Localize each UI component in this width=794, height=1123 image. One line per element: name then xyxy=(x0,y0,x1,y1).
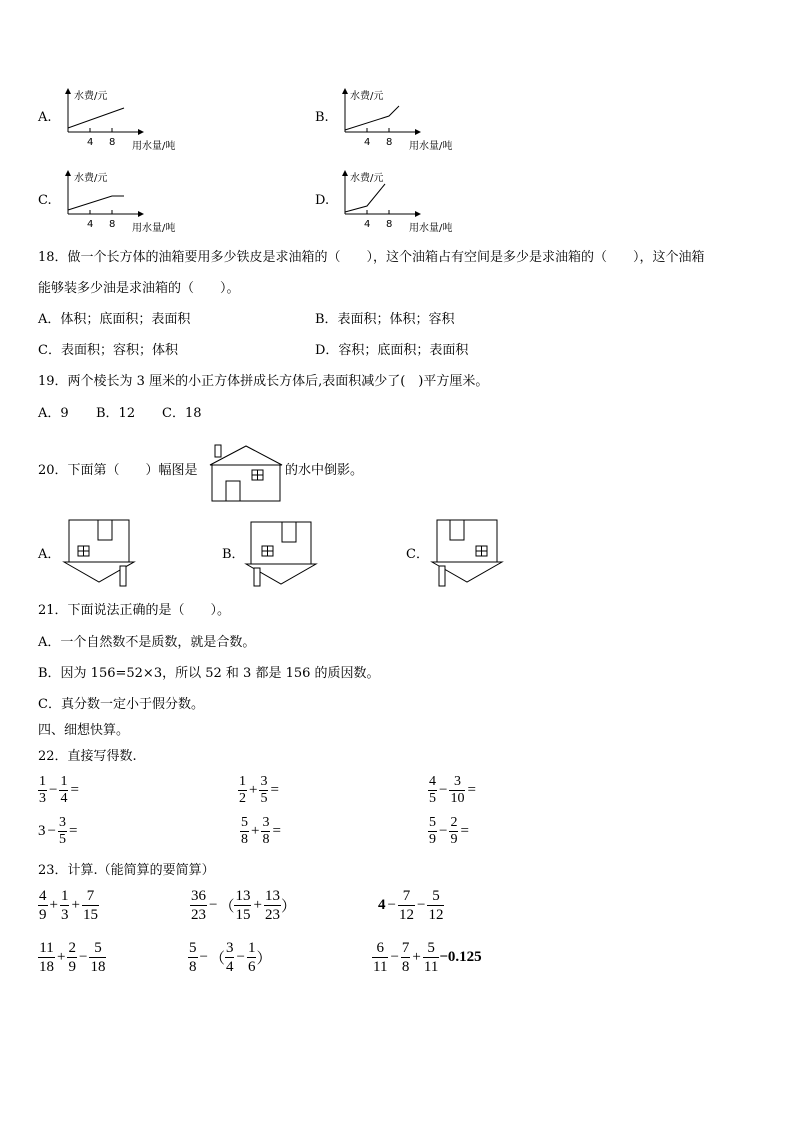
fraction: $\frac{7}{12}$ xyxy=(398,888,414,923)
x-axis-label: 用水量/吨 xyxy=(409,141,453,152)
fraction: $\frac{3}{8}$ xyxy=(262,815,270,847)
q21-option-b[interactable]: B．因为 156=52×3，所以 52 和 3 都是 156 的质因数。 xyxy=(38,666,380,681)
option-letter: C. xyxy=(38,193,52,208)
tick-label: 4 xyxy=(364,137,371,148)
tick-label: 4 xyxy=(87,137,94,148)
fraction: $\frac{7}{8}$ xyxy=(401,940,410,975)
tick-label: 8 xyxy=(386,137,393,148)
q19-option-b[interactable]: B．12 xyxy=(96,406,136,421)
q19-option-c[interactable]: C．18 xyxy=(162,406,202,421)
q19-option-a[interactable]: A．9 xyxy=(38,406,69,421)
fraction: $\frac{7}{15}$ xyxy=(82,888,98,923)
q23-expr-4: $\frac{11}{18}$ + $\frac{2}{9}$ − $\frac{5}{18}$ xyxy=(39,940,106,975)
q20-option-a[interactable]: A． xyxy=(38,547,61,562)
q23-expr-3: 4 − $\frac{7}{12}$ − $\frac{5}{12}$ xyxy=(378,888,444,923)
fraction: $\frac{36}{23}$ xyxy=(191,888,206,923)
q20-option-b[interactable]: B． xyxy=(222,547,245,562)
fraction: $\frac{5}{12}$ xyxy=(428,888,444,923)
y-axis-label: 水费/元 xyxy=(74,173,108,184)
q18-option-a[interactable]: A．体积；底面积；表面积 xyxy=(38,312,191,327)
reflection-b-icon xyxy=(244,518,320,588)
q18-option-b[interactable]: B．表面积；体积；容积 xyxy=(315,312,455,327)
q23-expr-2: $\frac{36}{23}$ − （ $\frac{13}{15}$ + $\frac{13}{23}$ ） xyxy=(191,888,296,923)
tick-label: 8 xyxy=(109,219,116,230)
q23-expr-6: $\frac{6}{11}$ − $\frac{7}{8}$ + $\frac{5}{11}$ −0.125 xyxy=(373,940,482,975)
tick-label: 8 xyxy=(109,137,116,148)
q23-expr-5: $\frac{5}{8}$ − （ $\frac{3}{4}$ − $\frac{1}{6}$ ） xyxy=(189,940,272,975)
q23-text: 23．计算.（能简算的要简算） xyxy=(38,863,215,878)
tick-label: 4 xyxy=(87,219,94,230)
q18-option-c[interactable]: C．表面积；容积；体积 xyxy=(38,343,178,358)
reflection-a-icon xyxy=(62,518,138,588)
fraction: $\frac{11}{18}$ xyxy=(39,940,54,975)
fraction: $\frac{5}{11}$ xyxy=(423,940,439,975)
fraction: $\frac{5}{8}$ xyxy=(241,815,248,847)
fraction: $\frac{5}{18}$ xyxy=(90,940,106,975)
x-axis-label: 用水量/吨 xyxy=(132,141,176,152)
q22-expr-4: 3 − $\frac{3}{5}$ = xyxy=(38,815,78,847)
y-axis-label: 水费/元 xyxy=(350,173,384,184)
fraction: $\frac{3}{5}$ xyxy=(260,774,268,806)
x-axis-label: 用水量/吨 xyxy=(409,223,453,234)
x-axis-label: 用水量/吨 xyxy=(132,223,176,234)
tick-label: 4 xyxy=(364,219,371,230)
q22-text: 22．直接写得数. xyxy=(38,749,137,764)
fraction: $\frac{3}{5}$ xyxy=(58,815,66,847)
reflection-c-icon xyxy=(430,518,506,588)
fraction: $\frac{4}{5}$ xyxy=(429,774,436,806)
house-icon xyxy=(208,443,284,503)
q18-option-d[interactable]: D．容积；底面积；表面积 xyxy=(315,343,469,358)
fraction: $\frac{1}{3}$ xyxy=(39,774,46,806)
q22-expr-6: $\frac{5}{9}$ − $\frac{2}{9}$ = xyxy=(429,815,469,847)
q19-text: 19．两个棱长为 3 厘米的小正方体拼成长方体后,表面积减少了( )平方厘米。 xyxy=(38,374,489,389)
section-heading: 四、细想快算。 xyxy=(38,723,130,738)
q20-text-before: 20．下面第（ ）幅图是 xyxy=(38,463,198,478)
q23-expr-1: $\frac{4}{9}$ + $\frac{1}{3}$ + $\frac{7}{15}$ xyxy=(39,888,98,923)
option-letter: B. xyxy=(315,110,329,125)
q18-text-line2: 能够装多少油是求油箱的（ ）。 xyxy=(38,281,240,296)
fraction: $\frac{13}{23}$ xyxy=(264,888,280,923)
q22-expr-3: $\frac{4}{5}$ − $\frac{3}{10}$ = xyxy=(429,774,476,806)
q22-expr-1: $\frac{1}{3}$ − $\frac{1}{4}$ = xyxy=(39,774,79,806)
q21-text: 21．下面说法正确的是（ ）。 xyxy=(38,603,231,618)
y-axis-label: 水费/元 xyxy=(350,91,384,102)
q21-option-a[interactable]: A．一个自然数不是质数，就是合数。 xyxy=(38,635,256,650)
fraction: $\frac{6}{11}$ xyxy=(373,940,388,975)
y-axis-label: 水费/元 xyxy=(74,91,108,102)
option-letter: D. xyxy=(315,193,330,208)
fraction: $\frac{2}{9}$ xyxy=(450,815,458,847)
fraction: $\frac{4}{9}$ xyxy=(39,888,47,923)
fraction: $\frac{1}{4}$ xyxy=(60,774,68,806)
fraction: $\frac{1}{3}$ xyxy=(60,888,69,923)
fraction: $\frac{1}{2}$ xyxy=(239,774,246,806)
q18-text-line1: 18．做一个长方体的油箱要用多少铁皮是求油箱的（ ），这个油箱占有空间是多少是求油箱的（ ），这个油箱 xyxy=(38,250,705,265)
fraction: $\frac{5}{9}$ xyxy=(429,815,436,847)
q22-expr-5: $\frac{5}{8}$ + $\frac{3}{8}$ = xyxy=(241,815,281,847)
fraction: $\frac{3}{10}$ xyxy=(450,774,465,806)
fraction: $\frac{5}{8}$ xyxy=(189,940,197,975)
fraction: $\frac{3}{4}$ xyxy=(225,940,234,975)
tick-label: 8 xyxy=(386,219,393,230)
fraction: $\frac{1}{6}$ xyxy=(247,940,256,975)
q20-option-c[interactable]: C． xyxy=(406,547,429,562)
fraction: $\frac{13}{15}$ xyxy=(235,888,251,923)
q22-expr-2: $\frac{1}{2}$ + $\frac{3}{5}$ = xyxy=(239,774,279,806)
option-letter: A. xyxy=(38,110,52,125)
fraction: $\frac{2}{9}$ xyxy=(68,940,76,975)
q20-text-after: 的水中倒影。 xyxy=(285,463,364,478)
q21-option-c[interactable]: C．真分数一定小于假分数。 xyxy=(38,697,204,712)
